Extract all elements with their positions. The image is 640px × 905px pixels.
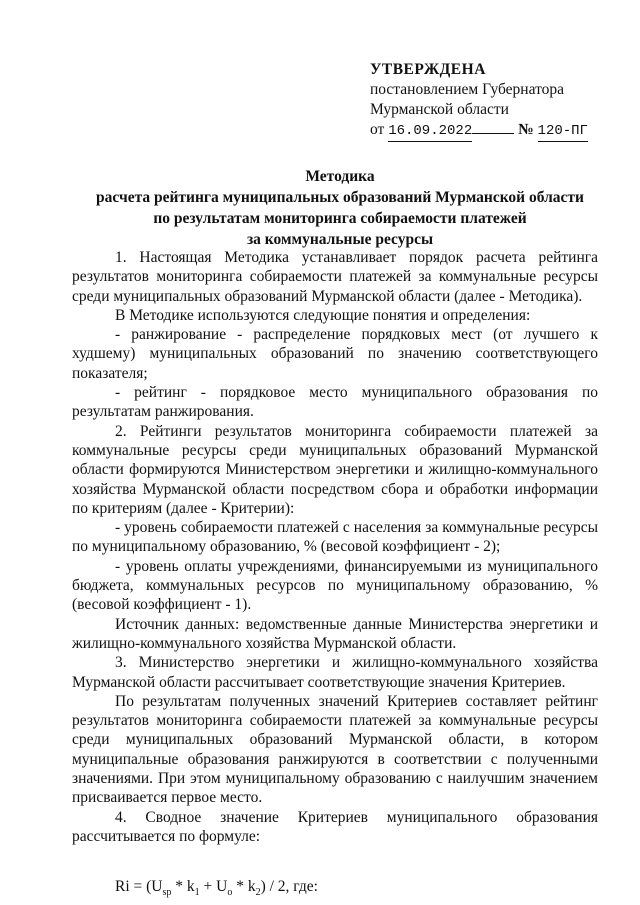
formula-sub-3: o (227, 887, 233, 899)
title-line-2: расчета рейтинга муниципальных образований Мурманской области (96, 189, 584, 206)
paragraph-5: 2. Рейтинги результатов мониторинга собираемости платежей за коммунальные ресурсы среди муниципальных образований Мурманской области формируются Министерством энергетики и жилищно-коммунального хозяйства Мурманской области посредством сбора и обработки информации по критериям (далее - Критерии): (72, 422, 598, 517)
formula-part-1: Ri = (U (115, 878, 163, 896)
formula-sub-1: sp (162, 887, 172, 899)
formula-sub-4: 2 (255, 887, 261, 899)
paragraph-11: 4. Сводное значение Критериев муниципального образования рассчитывается по формуле: (72, 808, 598, 845)
title-line-4: за коммунальные ресурсы (246, 231, 434, 248)
paragraph-8: Источник данных: ведомственные данные Министерства энергетики и жилищно-коммунального хозяйства Мурманской области. (72, 615, 598, 652)
title-line-3: по результатам мониторинга собираемости платежей (153, 210, 527, 227)
formula-part-3: + U (199, 878, 228, 896)
document-body (72, 248, 598, 903)
paragraph-2: В Методике используются следующие понятия и определения: (115, 306, 531, 324)
formula-sub-2: 1 (194, 887, 200, 899)
paragraph-6: - уровень собираемости платежей с населения за коммунальные ресурсы по муниципальному образованию, % (весовой коэффициент - 2); (72, 519, 598, 556)
approval-block (370, 60, 620, 142)
approval-line-2: Мурманской области (370, 101, 509, 118)
formula-part-2: * k (171, 878, 195, 896)
paragraph-3: - ранжирование - распределение порядковых мест (от лучшего к худшему) муниципальных образований по значению соответствующего показателя; (72, 326, 598, 382)
date-underline (472, 133, 514, 134)
approval-date: 16.09.2022 (388, 121, 472, 142)
paragraph-1: 1. Настоящая Методика устанавливает порядок расчета рейтинга результатов мониторинга собираемости платежей за коммунальные ресурсы среди муниципальных образований Мурманской области (далее - Методика). (72, 249, 598, 305)
paragraph-7: - уровень оплаты учреждениями, финансируемыми из муниципального бюджета, коммунальных ресурсов по муниципальному образованию, % (весовой коэффициент - 1). (72, 557, 598, 614)
title-line-1: Методика (305, 168, 375, 185)
approval-status: УТВЕРЖДЕНА (370, 61, 486, 78)
formula-part-5: ) / 2, где: (260, 878, 318, 896)
approval-line-1: постановлением Губернатора (370, 81, 565, 98)
paragraph-4: - рейтинг - порядковое место муниципального образования по результатам ранжирования. (72, 384, 598, 421)
approval-date-line (370, 120, 620, 142)
paragraph-9: 3. Министерство энергетики и жилищно-коммунального хозяйства Мурманской области рассчитывает соответствующие значения Критериев. (72, 654, 598, 691)
approval-number: 120-ПГ (538, 121, 588, 142)
paragraph-10: По результатам полученных значений Критериев составляет рейтинг результатов мониторинга собираемости платежей за коммунальные ресурсы среди муниципальных образований Мурманской области, в котором муниципальные образования ранжируются в соответствии с полученными значениями. При этом муниципальному образованию с наилучшим значением присваивается первое место. (72, 692, 598, 807)
formula-part-4: * k (232, 878, 256, 896)
date-prefix: от (370, 121, 385, 138)
formula (72, 877, 598, 902)
document-title (60, 166, 620, 250)
number-prefix: № (518, 121, 534, 138)
